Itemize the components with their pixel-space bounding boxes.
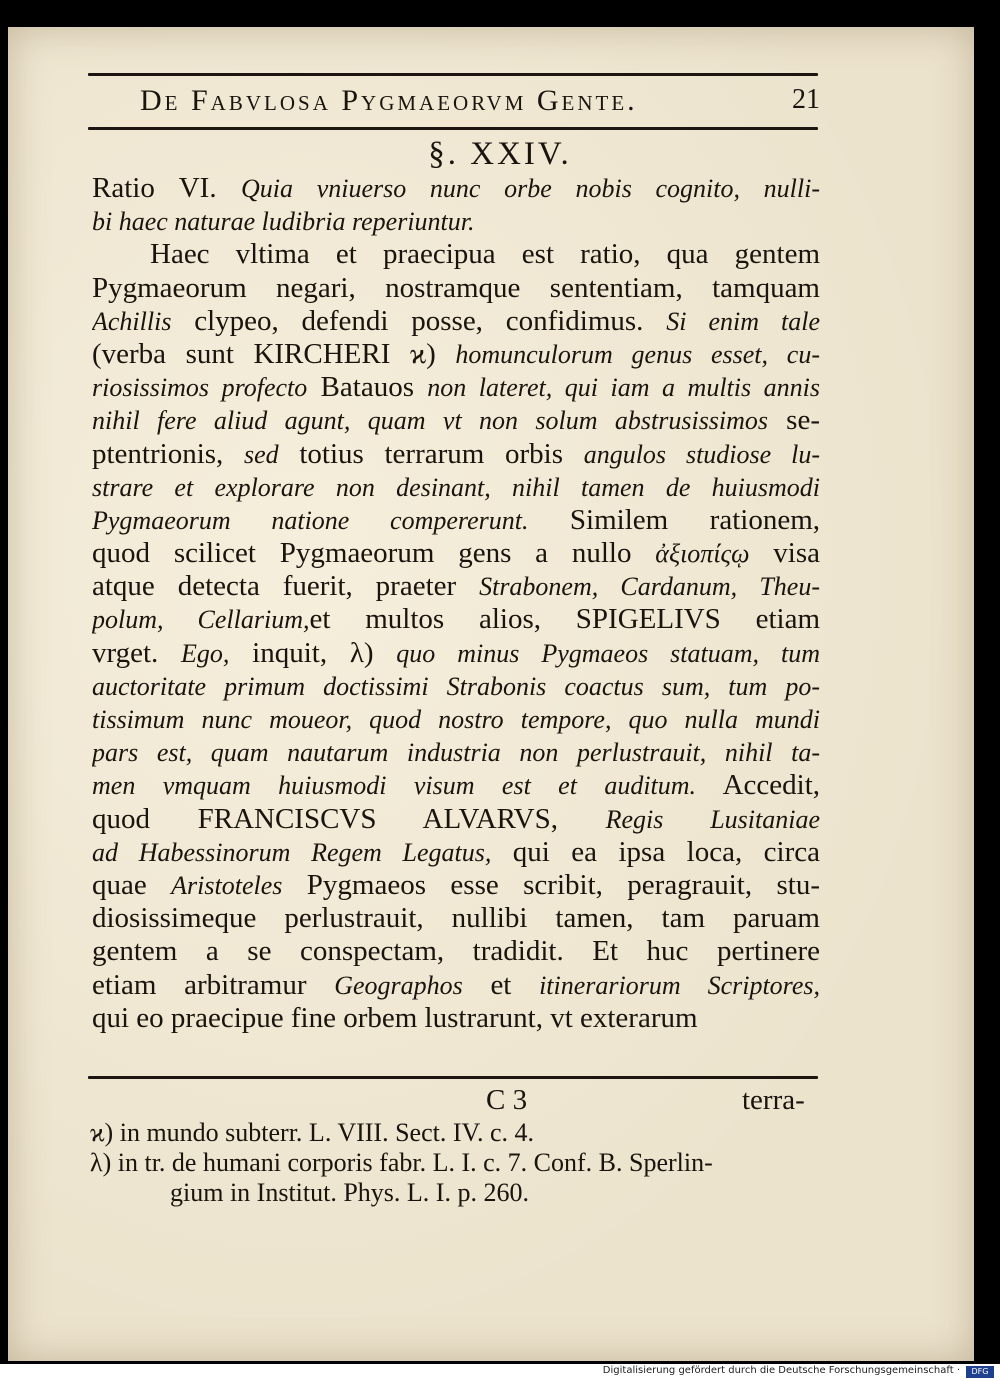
digitization-footer <box>0 1364 1000 1381</box>
body-line <box>92 570 820 603</box>
roman-text: Pygmaeorum negari, nostramque sententiam, tamquam <box>92 271 820 304</box>
roman-text: Accedit, <box>696 769 820 802</box>
body-line <box>92 272 820 305</box>
running-head-title: De Fabvlosa Pygmaeorvm Gente. <box>140 84 638 117</box>
italic-text: Si enim tale <box>666 306 820 336</box>
italic-text: homunculorum genus esset, cu- <box>455 339 820 369</box>
signature-mark: C 3 <box>486 1084 528 1116</box>
section-heading: §. XXIV. <box>428 136 572 172</box>
body-line <box>92 504 820 537</box>
footer-credit: Digitalisierung gefördert durch die Deutsche Forschungsgemeinschaft · <box>602 1365 960 1376</box>
body-line <box>92 471 820 504</box>
roman-text: atque detecta fuerit, praeter <box>92 570 480 603</box>
footnote-lambda: λ) in tr. de humani corporis fabr. L. I. c. 7. Conf. B. Sperlin- <box>90 1148 713 1177</box>
footnote-kappa: ϰ) in mundo subterr. L. VIII. Sect. IV. c. 4. <box>90 1118 534 1147</box>
italic-text: bi haec naturae ludibria reperiuntur. <box>92 207 475 237</box>
roman-text: Pygmaeos esse scribit, peragrauit, stu- <box>282 868 820 901</box>
body-line <box>92 438 820 471</box>
body-line <box>92 969 820 1002</box>
head-rule-top <box>88 73 818 76</box>
italic-text: ad Habessinorum Regem Legatus, <box>92 837 492 867</box>
body-line <box>92 305 820 338</box>
italic-text: riosissimos profecto <box>92 373 308 403</box>
body-line <box>92 603 820 636</box>
body-line <box>92 769 820 802</box>
italic-text: Pygmaeorum natione compererunt. <box>92 505 529 535</box>
roman-text: Similem rationem, <box>528 503 820 536</box>
italic-text: itinerariorum Scriptores, <box>539 970 820 1000</box>
italic-text: sed <box>243 439 279 469</box>
body-line <box>92 371 820 404</box>
italic-text: Aristoteles <box>171 870 283 900</box>
italic-text: Strabonem, Cardanum, Theu- <box>479 572 820 602</box>
body-line <box>92 703 820 736</box>
italic-text: polum, Cellarium, <box>92 605 310 635</box>
roman-text: se- <box>768 404 820 437</box>
roman-text: vrget. <box>92 636 182 669</box>
roman-text: diosissimeque perlustrauit, nullibi tamen, tam paruam <box>92 902 820 935</box>
body-line <box>92 238 820 271</box>
roman-text: quae <box>92 868 172 901</box>
roman-text: et multos alios, SPIGELIVS etiam <box>309 603 820 636</box>
roman-text: quod scilicet Pygmaeorum gens a nullo <box>92 537 656 570</box>
italic-text: tissimum nunc moueor, quod nostro tempore, quo nulla mundi <box>92 705 820 734</box>
italic-text: non lateret, qui iam a multis annis <box>427 373 820 403</box>
body-line <box>92 935 820 968</box>
body-line <box>92 205 820 238</box>
roman-text: inquit, λ) <box>229 636 397 669</box>
italic-text: men vmquam huiusmodi visum est et auditum. <box>92 771 697 801</box>
text-rule-bottom <box>88 1076 818 1079</box>
roman-text: (verba sunt KIRCHERI ϰ) <box>92 337 456 370</box>
page-number: 21 <box>792 84 820 115</box>
roman-text: totius terrarum orbis <box>278 437 584 470</box>
italic-text: strare et explorare non desinant, nihil tamen de huiusmodi <box>92 472 820 502</box>
roman-text: quod FRANCISCVS ALVARVS, <box>92 802 606 835</box>
footnotes <box>90 1118 820 1208</box>
italic-text: nihil fere aliud agunt, quam vt non solum abstrusissimos <box>92 406 769 436</box>
italic-text: Geographos <box>334 970 463 1000</box>
italic-text: Achillis <box>92 306 172 336</box>
body-line <box>92 902 820 935</box>
body-line <box>92 637 820 670</box>
italic-text: quo minus Pygmaeos statuam, tum <box>396 638 820 668</box>
italic-text: Ego, <box>181 638 230 668</box>
body-line <box>92 1002 820 1035</box>
roman-text: clypeo, defendi posse, confidimus. <box>171 304 667 337</box>
italic-text: angulos studiose lu- <box>583 439 820 469</box>
roman-text: visa <box>749 537 820 570</box>
roman-text: Haec vltima et praecipua est ratio, qua gentem <box>150 238 820 271</box>
signature-line <box>0 1084 1000 1118</box>
body-text <box>92 172 820 1035</box>
dfg-logo: DFG <box>966 1366 994 1378</box>
body-line <box>92 803 820 836</box>
roman-text: Batauos <box>307 371 428 404</box>
italic-text: Regis Lusitaniae <box>605 804 820 834</box>
head-rule-bottom <box>88 127 818 130</box>
italic-text: Quia vniuerso nunc orbe nobis cognito, nulli- <box>241 174 820 203</box>
roman-text: qui eo praecipue fine orbem lustrarunt, vt exterarum <box>92 1001 698 1034</box>
catchword: terra- <box>742 1084 805 1116</box>
body-line <box>92 172 820 205</box>
italic-text: pars est, quam nautarum industria non perlustrauit, nihil ta- <box>92 738 820 768</box>
roman-text: gentem a se conspectam, tradidit. Et huc pertinere <box>92 935 820 968</box>
roman-text: qui ea ipsa loca, circa <box>491 835 820 868</box>
italic-text: ἀξιοπίςῳ <box>655 539 750 569</box>
body-line <box>92 404 820 437</box>
running-head <box>140 84 820 124</box>
roman-text: etiam arbitramur <box>92 968 335 1001</box>
body-line <box>92 338 820 371</box>
italic-text: auctoritate primum doctissimi Strabonis coactus sum, tum po- <box>92 671 820 701</box>
roman-text: ptentrionis, <box>92 437 244 470</box>
body-line <box>92 670 820 703</box>
body-line <box>92 537 820 570</box>
body-line <box>92 869 820 902</box>
footnote-lambda-cont: gium in Institut. Phys. L. I. p. 260. <box>170 1178 529 1207</box>
roman-text: Ratio VI. <box>92 172 242 204</box>
body-line <box>92 836 820 869</box>
body-line <box>92 736 820 769</box>
roman-text: et <box>462 968 540 1001</box>
